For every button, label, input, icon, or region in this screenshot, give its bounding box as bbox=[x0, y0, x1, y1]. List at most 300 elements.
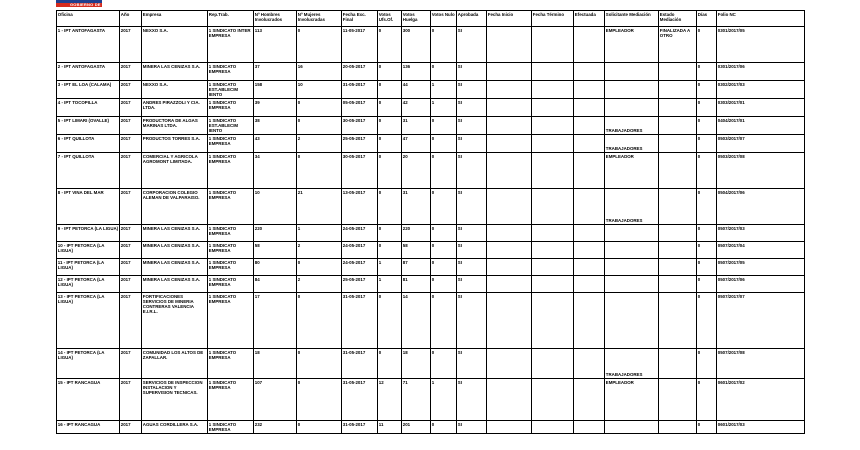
cell-folio: 0504/2017/06 bbox=[717, 189, 805, 225]
cell-office: 4 - IPT TOCOPILLA bbox=[57, 99, 120, 117]
cell-folio: 0507/2017/08 bbox=[717, 349, 805, 379]
cell-mediation-status bbox=[659, 63, 697, 81]
cell-days: 0 bbox=[697, 225, 717, 242]
column-header-men-involved: Nº Hombres Involucrados bbox=[254, 11, 297, 27]
cell-votes-strike: 87 bbox=[402, 259, 431, 276]
cell-carried-out bbox=[574, 63, 605, 81]
cell-men-involved: 220 bbox=[254, 225, 297, 242]
cell-office: 8 - IPT VINA DEL MAR bbox=[57, 189, 120, 225]
cell-end-date bbox=[532, 117, 574, 135]
cell-men-involved: 39 bbox=[254, 99, 297, 117]
cell-worker-rep: 1 SINDICATO EMPRESA bbox=[208, 99, 254, 117]
cell-worker-rep: 1 SINDICATO EMPRESA bbox=[208, 259, 254, 276]
cell-year: 2017 bbox=[120, 379, 142, 421]
column-header-carried-out: Efectuada bbox=[574, 11, 605, 27]
cell-votes-null: 0 bbox=[431, 293, 457, 349]
strike-report-table bbox=[56, 10, 805, 434]
cell-start-date bbox=[487, 349, 532, 379]
cell-end-date bbox=[532, 81, 574, 99]
cell-mediation-requester bbox=[605, 293, 659, 349]
cell-end-date bbox=[532, 153, 574, 189]
cell-mediation-status bbox=[659, 135, 697, 153]
cell-votes-strike: 47 bbox=[402, 135, 431, 153]
cell-days: 0 bbox=[697, 293, 717, 349]
cell-votes-null: 0 bbox=[431, 153, 457, 189]
cell-office: 3 - IPT EL LOA (CALAMA) bbox=[57, 81, 120, 99]
cell-approved: SI bbox=[457, 349, 487, 379]
cell-votes-strike: 42 bbox=[402, 99, 431, 117]
cell-votes-strike: 220 bbox=[402, 225, 431, 242]
cell-votes-offer: 0 bbox=[378, 242, 402, 259]
cell-approved: SI bbox=[457, 81, 487, 99]
column-header-year: Año bbox=[120, 11, 142, 27]
cell-folio: 0507/2017/05 bbox=[717, 259, 805, 276]
cell-folio: 0507/2017/07 bbox=[717, 293, 805, 349]
cell-company: MINERA LAS CENIZAS S.A. bbox=[142, 225, 208, 242]
cell-end-date bbox=[532, 99, 574, 117]
cell-votes-offer: 0 bbox=[378, 153, 402, 189]
cell-women-involved: 0 bbox=[297, 27, 342, 63]
column-header-worker-rep: Rep.Trab. bbox=[208, 11, 254, 27]
cell-office: 14 - IPT PETORCA (LA LIGUA) bbox=[57, 349, 120, 379]
cell-approved: SI bbox=[457, 225, 487, 242]
cell-final-date: 31-05-2017 bbox=[342, 421, 378, 434]
cell-mediation-requester: TRABAJADORES bbox=[605, 189, 659, 225]
cell-days: 0 bbox=[697, 189, 717, 225]
cell-votes-strike: 31 bbox=[402, 189, 431, 225]
cell-votes-offer: 0 bbox=[378, 27, 402, 63]
cell-company: COMERCIAL Y AGRICOLA AGROMONT LIMITADA. bbox=[142, 153, 208, 189]
cell-worker-rep: 1 SINDICATO EMPRESA bbox=[208, 225, 254, 242]
cell-mediation-requester: EMPLEADOR bbox=[605, 153, 659, 189]
cell-worker-rep: 1 SINDICATO EST.ABLECIM IENTO bbox=[208, 117, 254, 135]
cell-company: MINERA LAS CENIZAS S.A. bbox=[142, 242, 208, 259]
cell-men-involved: 84 bbox=[254, 276, 297, 293]
cell-start-date bbox=[487, 242, 532, 259]
cell-women-involved: 2 bbox=[297, 242, 342, 259]
cell-folio: 0301/2017/06 bbox=[717, 63, 805, 81]
cell-days: 0 bbox=[697, 81, 717, 99]
cell-days: 0 bbox=[697, 63, 717, 81]
cell-final-date: 31-05-2017 bbox=[342, 81, 378, 99]
cell-start-date bbox=[487, 63, 532, 81]
cell-end-date bbox=[532, 242, 574, 259]
cell-carried-out bbox=[574, 242, 605, 259]
cell-votes-null: 1 bbox=[431, 99, 457, 117]
cell-year: 2017 bbox=[120, 81, 142, 99]
column-header-women-involved: Nº Mujeres Involucradas bbox=[297, 11, 342, 27]
cell-approved: SI bbox=[457, 379, 487, 421]
column-header-company: Empresa bbox=[142, 11, 208, 27]
cell-carried-out bbox=[574, 225, 605, 242]
cell-office: 11 - IPT PETORCA (LA LIGUA) bbox=[57, 259, 120, 276]
cell-folio: 0601/2017/03 bbox=[717, 421, 805, 434]
cell-votes-null: 0 bbox=[431, 189, 457, 225]
cell-office: 10 - IPT PETORCA (LA LIGUA) bbox=[57, 242, 120, 259]
cell-mediation-status bbox=[659, 225, 697, 242]
cell-end-date bbox=[532, 293, 574, 349]
cell-votes-offer: 0 bbox=[378, 117, 402, 135]
cell-company: NEXXO S.A. bbox=[142, 27, 208, 63]
cell-year: 2017 bbox=[120, 27, 142, 63]
cell-final-date: 24-05-2017 bbox=[342, 242, 378, 259]
cell-approved: SI bbox=[457, 293, 487, 349]
cell-mediation-requester: TRABAJADORES bbox=[605, 135, 659, 153]
cell-days: 0 bbox=[697, 153, 717, 189]
cell-approved: SI bbox=[457, 135, 487, 153]
cell-year: 2017 bbox=[120, 259, 142, 276]
cell-mediation-status: FINALIZADA A OTRO bbox=[659, 27, 697, 63]
cell-start-date bbox=[487, 259, 532, 276]
cell-mediation-status bbox=[659, 189, 697, 225]
cell-votes-offer: 0 bbox=[378, 225, 402, 242]
cell-carried-out bbox=[574, 259, 605, 276]
cell-carried-out bbox=[574, 153, 605, 189]
cell-final-date: 31-05-2017 bbox=[342, 349, 378, 379]
cell-women-involved: 0 bbox=[297, 421, 342, 434]
cell-mediation-requester: EMPLEADOR bbox=[605, 27, 659, 63]
cell-days: 0 bbox=[697, 27, 717, 63]
cell-year: 2017 bbox=[120, 242, 142, 259]
cell-men-involved: 38 bbox=[254, 117, 297, 135]
cell-final-date: 31-05-2017 bbox=[342, 379, 378, 421]
cell-end-date bbox=[532, 349, 574, 379]
cell-start-date bbox=[487, 153, 532, 189]
cell-men-involved: 80 bbox=[254, 259, 297, 276]
cell-mediation-status bbox=[659, 379, 697, 421]
cell-votes-null: 1 bbox=[431, 81, 457, 99]
table-row bbox=[57, 349, 805, 379]
cell-approved: SI bbox=[457, 421, 487, 434]
cell-votes-strike: 20 bbox=[402, 153, 431, 189]
government-logo bbox=[56, 0, 102, 12]
cell-folio: 0303/2017/01 bbox=[717, 99, 805, 117]
cell-men-involved: 58 bbox=[254, 242, 297, 259]
column-header-folio: Folio NC bbox=[717, 11, 805, 27]
cell-days: 0 bbox=[697, 135, 717, 153]
cell-office: 1 - IPT ANTOFAGASTA bbox=[57, 27, 120, 63]
cell-company: NEXXO S.A. bbox=[142, 81, 208, 99]
cell-worker-rep: 1 SINDICATO EST.ABLECIM IENTO bbox=[208, 81, 254, 99]
cell-mediation-requester bbox=[605, 225, 659, 242]
cell-year: 2017 bbox=[120, 189, 142, 225]
cell-votes-null: 0 bbox=[431, 276, 457, 293]
table-row bbox=[57, 63, 805, 81]
cell-votes-offer: 0 bbox=[378, 349, 402, 379]
cell-mediation-status bbox=[659, 117, 697, 135]
column-header-office: Oficina bbox=[57, 11, 120, 27]
cell-worker-rep: 1 SINDICATO EMPRESA bbox=[208, 189, 254, 225]
cell-mediation-requester bbox=[605, 81, 659, 99]
cell-year: 2017 bbox=[120, 276, 142, 293]
cell-carried-out bbox=[574, 379, 605, 421]
cell-carried-out bbox=[574, 276, 605, 293]
cell-mediation-status bbox=[659, 349, 697, 379]
cell-votes-offer: 0 bbox=[378, 293, 402, 349]
cell-men-involved: 107 bbox=[254, 379, 297, 421]
cell-mediation-status bbox=[659, 153, 697, 189]
table-row bbox=[57, 421, 805, 434]
cell-final-date: 25-05-2017 bbox=[342, 276, 378, 293]
cell-company: ANDRES PIRAZZOLI Y CIA. LTDA. bbox=[142, 99, 208, 117]
cell-women-involved: 21 bbox=[297, 189, 342, 225]
cell-final-date: 24-05-2017 bbox=[342, 259, 378, 276]
table-row bbox=[57, 27, 805, 63]
cell-folio: 0503/2017/07 bbox=[717, 135, 805, 153]
column-header-mediation-requester: Solicitante Mediación bbox=[605, 11, 659, 27]
cell-carried-out bbox=[574, 189, 605, 225]
column-header-votes-null: Votos Nulo bbox=[431, 11, 457, 27]
cell-office: 7 - IPT QUILLOTA bbox=[57, 153, 120, 189]
cell-folio: 0301/2017/05 bbox=[717, 27, 805, 63]
column-header-votes-offer: Votos Ufs.Of. bbox=[378, 11, 402, 27]
cell-worker-rep: 1 SINDICATO EMPRESA bbox=[208, 421, 254, 434]
cell-votes-offer: 0 bbox=[378, 135, 402, 153]
cell-year: 2017 bbox=[120, 99, 142, 117]
cell-votes-strike: 58 bbox=[402, 242, 431, 259]
cell-year: 2017 bbox=[120, 225, 142, 242]
cell-final-date: 25-05-2017 bbox=[342, 135, 378, 153]
cell-company: MINERA LAS CENIZAS S.A. bbox=[142, 259, 208, 276]
cell-women-involved: 16 bbox=[297, 63, 342, 81]
cell-votes-null: 1 bbox=[431, 379, 457, 421]
cell-votes-offer: 12 bbox=[378, 379, 402, 421]
cell-men-involved: 158 bbox=[254, 81, 297, 99]
cell-office: 9 - IPT PETORCA (LA LIGUA) bbox=[57, 225, 120, 242]
table-row bbox=[57, 99, 805, 117]
cell-votes-null: 0 bbox=[431, 27, 457, 63]
table-row bbox=[57, 135, 805, 153]
cell-company: AGUAS CORDILLERA S.A. bbox=[142, 421, 208, 434]
cell-worker-rep: 1 SINDICATO EMPRESA bbox=[208, 379, 254, 421]
cell-carried-out bbox=[574, 27, 605, 63]
cell-start-date bbox=[487, 189, 532, 225]
table-row bbox=[57, 117, 805, 135]
cell-men-involved: 113 bbox=[254, 27, 297, 63]
cell-approved: SI bbox=[457, 276, 487, 293]
cell-mediation-status bbox=[659, 259, 697, 276]
table-row bbox=[57, 153, 805, 189]
cell-votes-strike: 201 bbox=[402, 421, 431, 434]
cell-votes-offer: 11 bbox=[378, 421, 402, 434]
cell-worker-rep: 1 SINDICATO EMPRESA bbox=[208, 242, 254, 259]
cell-year: 2017 bbox=[120, 153, 142, 189]
cell-company: MINERA LAS CENIZAS S.A. bbox=[142, 63, 208, 81]
column-header-end-date: Fecha Término bbox=[532, 11, 574, 27]
table-row bbox=[57, 276, 805, 293]
cell-worker-rep: 1 SINDICATO EMPRESA bbox=[208, 63, 254, 81]
cell-women-involved: 2 bbox=[297, 276, 342, 293]
cell-company: MINERA LAS CENIZAS S.A. bbox=[142, 276, 208, 293]
cell-approved: SI bbox=[457, 63, 487, 81]
cell-women-involved: 0 bbox=[297, 259, 342, 276]
cell-women-involved: 0 bbox=[297, 117, 342, 135]
table-row bbox=[57, 81, 805, 99]
cell-mediation-status bbox=[659, 99, 697, 117]
cell-worker-rep: 1 SINDICATO EMPRESA bbox=[208, 153, 254, 189]
cell-women-involved: 0 bbox=[297, 349, 342, 379]
cell-final-date: 20-05-2017 bbox=[342, 63, 378, 81]
cell-office: 15 - IPT RANCAGUA bbox=[57, 379, 120, 421]
cell-carried-out bbox=[574, 349, 605, 379]
cell-votes-offer: 1 bbox=[378, 259, 402, 276]
cell-days: 0 bbox=[697, 259, 717, 276]
cell-final-date: 05-05-2017 bbox=[342, 99, 378, 117]
cell-mediation-requester bbox=[605, 259, 659, 276]
cell-company: COMUNIDAD LOS ALTOS DE ZAPALLAR. bbox=[142, 349, 208, 379]
cell-votes-null: 0 bbox=[431, 242, 457, 259]
cell-votes-strike: 44 bbox=[402, 81, 431, 99]
cell-start-date bbox=[487, 225, 532, 242]
cell-carried-out bbox=[574, 117, 605, 135]
cell-start-date bbox=[487, 293, 532, 349]
table-row bbox=[57, 379, 805, 421]
cell-company: PRODUCTORA DE ALGAS MARINAS LTDA. bbox=[142, 117, 208, 135]
cell-end-date bbox=[532, 27, 574, 63]
cell-votes-offer: 0 bbox=[378, 99, 402, 117]
cell-women-involved: 2 bbox=[297, 135, 342, 153]
cell-votes-offer: 0 bbox=[378, 189, 402, 225]
table-header-row bbox=[57, 11, 805, 27]
cell-days: 0 bbox=[697, 117, 717, 135]
cell-votes-strike: 18 bbox=[402, 349, 431, 379]
cell-final-date: 13-05-2017 bbox=[342, 189, 378, 225]
cell-end-date bbox=[532, 135, 574, 153]
cell-folio: 0503/2017/08 bbox=[717, 153, 805, 189]
cell-women-involved: 1 bbox=[297, 225, 342, 242]
cell-women-involved: 0 bbox=[297, 379, 342, 421]
table-row bbox=[57, 242, 805, 259]
cell-men-involved: 37 bbox=[254, 63, 297, 81]
cell-final-date: 30-05-2017 bbox=[342, 117, 378, 135]
cell-votes-strike: 31 bbox=[402, 117, 431, 135]
cell-folio: 0507/2017/06 bbox=[717, 276, 805, 293]
cell-votes-offer: 0 bbox=[378, 63, 402, 81]
cell-start-date bbox=[487, 135, 532, 153]
cell-votes-null: 0 bbox=[431, 63, 457, 81]
cell-days: 0 bbox=[697, 99, 717, 117]
cell-final-date: 11-05-2017 bbox=[342, 27, 378, 63]
cell-carried-out bbox=[574, 135, 605, 153]
cell-approved: SI bbox=[457, 189, 487, 225]
cell-women-involved: 0 bbox=[297, 99, 342, 117]
cell-women-involved: 0 bbox=[297, 293, 342, 349]
cell-women-involved: 10 bbox=[297, 81, 342, 99]
cell-men-involved: 18 bbox=[254, 349, 297, 379]
cell-votes-strike: 81 bbox=[402, 276, 431, 293]
cell-start-date bbox=[487, 27, 532, 63]
cell-carried-out bbox=[574, 99, 605, 117]
cell-final-date: 31-05-2017 bbox=[342, 293, 378, 349]
cell-folio: 0601/2017/02 bbox=[717, 379, 805, 421]
cell-mediation-requester bbox=[605, 421, 659, 434]
cell-mediation-status bbox=[659, 81, 697, 99]
cell-office: 13 - IPT PETORCA (LA LIGUA) bbox=[57, 293, 120, 349]
cell-approved: SI bbox=[457, 242, 487, 259]
cell-votes-null: 0 bbox=[431, 135, 457, 153]
cell-days: 0 bbox=[697, 242, 717, 259]
cell-mediation-status bbox=[659, 276, 697, 293]
cell-mediation-requester bbox=[605, 63, 659, 81]
table-row bbox=[57, 259, 805, 276]
cell-worker-rep: 1 SINDICATO EMPRESA bbox=[208, 135, 254, 153]
table-row bbox=[57, 225, 805, 242]
cell-company: PRODUCTOS TORRES S.A. bbox=[142, 135, 208, 153]
cell-votes-null: 0 bbox=[431, 349, 457, 379]
cell-folio: 0404/2017/01 bbox=[717, 117, 805, 135]
cell-final-date: 30-05-2017 bbox=[342, 153, 378, 189]
column-header-days: Días bbox=[697, 11, 717, 27]
cell-votes-strike: 300 bbox=[402, 27, 431, 63]
cell-approved: SI bbox=[457, 27, 487, 63]
cell-mediation-status bbox=[659, 242, 697, 259]
cell-office: 6 - IPT QUILLOTA bbox=[57, 135, 120, 153]
cell-men-involved: 17 bbox=[254, 293, 297, 349]
cell-end-date bbox=[532, 225, 574, 242]
cell-days: 0 bbox=[697, 276, 717, 293]
column-header-votes-strike: Votos Huelga bbox=[402, 11, 431, 27]
cell-votes-null: 0 bbox=[431, 421, 457, 434]
cell-days: 0 bbox=[697, 379, 717, 421]
column-header-final-date: Fecha Exc. Final bbox=[342, 11, 378, 27]
cell-worker-rep: 1 SINDICATO EMPRESA bbox=[208, 349, 254, 379]
cell-votes-offer: 1 bbox=[378, 276, 402, 293]
cell-year: 2017 bbox=[120, 63, 142, 81]
cell-carried-out bbox=[574, 81, 605, 99]
cell-votes-offer: 0 bbox=[378, 81, 402, 99]
cell-votes-strike: 136 bbox=[402, 63, 431, 81]
cell-carried-out bbox=[574, 293, 605, 349]
cell-votes-null: 0 bbox=[431, 225, 457, 242]
table-row bbox=[57, 189, 805, 225]
cell-mediation-status bbox=[659, 421, 697, 434]
cell-company: FORTIFICACIONES SERVICIOS DE MINERIA CONTRERAS VALENCIA E.I.R.L. bbox=[142, 293, 208, 349]
cell-women-involved: 0 bbox=[297, 153, 342, 189]
cell-carried-out bbox=[574, 421, 605, 434]
cell-votes-strike: 14 bbox=[402, 293, 431, 349]
cell-year: 2017 bbox=[120, 349, 142, 379]
cell-men-involved: 10 bbox=[254, 189, 297, 225]
cell-end-date bbox=[532, 276, 574, 293]
cell-worker-rep: 1 SINDICATO INTER EMPRESA bbox=[208, 27, 254, 63]
column-header-start-date: Fecha Inicio bbox=[487, 11, 532, 27]
column-header-approved: Aprobada bbox=[457, 11, 487, 27]
cell-year: 2017 bbox=[120, 421, 142, 434]
cell-year: 2017 bbox=[120, 135, 142, 153]
cell-votes-null: 0 bbox=[431, 259, 457, 276]
cell-approved: SI bbox=[457, 99, 487, 117]
cell-approved: SI bbox=[457, 259, 487, 276]
cell-folio: 0507/2017/04 bbox=[717, 242, 805, 259]
column-header-mediation-status: Estado Mediación bbox=[659, 11, 697, 27]
cell-year: 2017 bbox=[120, 117, 142, 135]
cell-mediation-requester bbox=[605, 99, 659, 117]
cell-approved: SI bbox=[457, 117, 487, 135]
cell-mediation-status bbox=[659, 293, 697, 349]
cell-folio: 0302/2017/03 bbox=[717, 81, 805, 99]
cell-final-date: 24-05-2017 bbox=[342, 225, 378, 242]
cell-end-date bbox=[532, 259, 574, 276]
cell-men-involved: 232 bbox=[254, 421, 297, 434]
cell-folio: 0507/2017/03 bbox=[717, 225, 805, 242]
cell-men-involved: 43 bbox=[254, 135, 297, 153]
cell-start-date bbox=[487, 276, 532, 293]
cell-end-date bbox=[532, 379, 574, 421]
cell-votes-strike: 71 bbox=[402, 379, 431, 421]
cell-company: CORPORACION COLEGIO ALEMAN DE VALPARAISO. bbox=[142, 189, 208, 225]
cell-start-date bbox=[487, 81, 532, 99]
cell-start-date bbox=[487, 379, 532, 421]
